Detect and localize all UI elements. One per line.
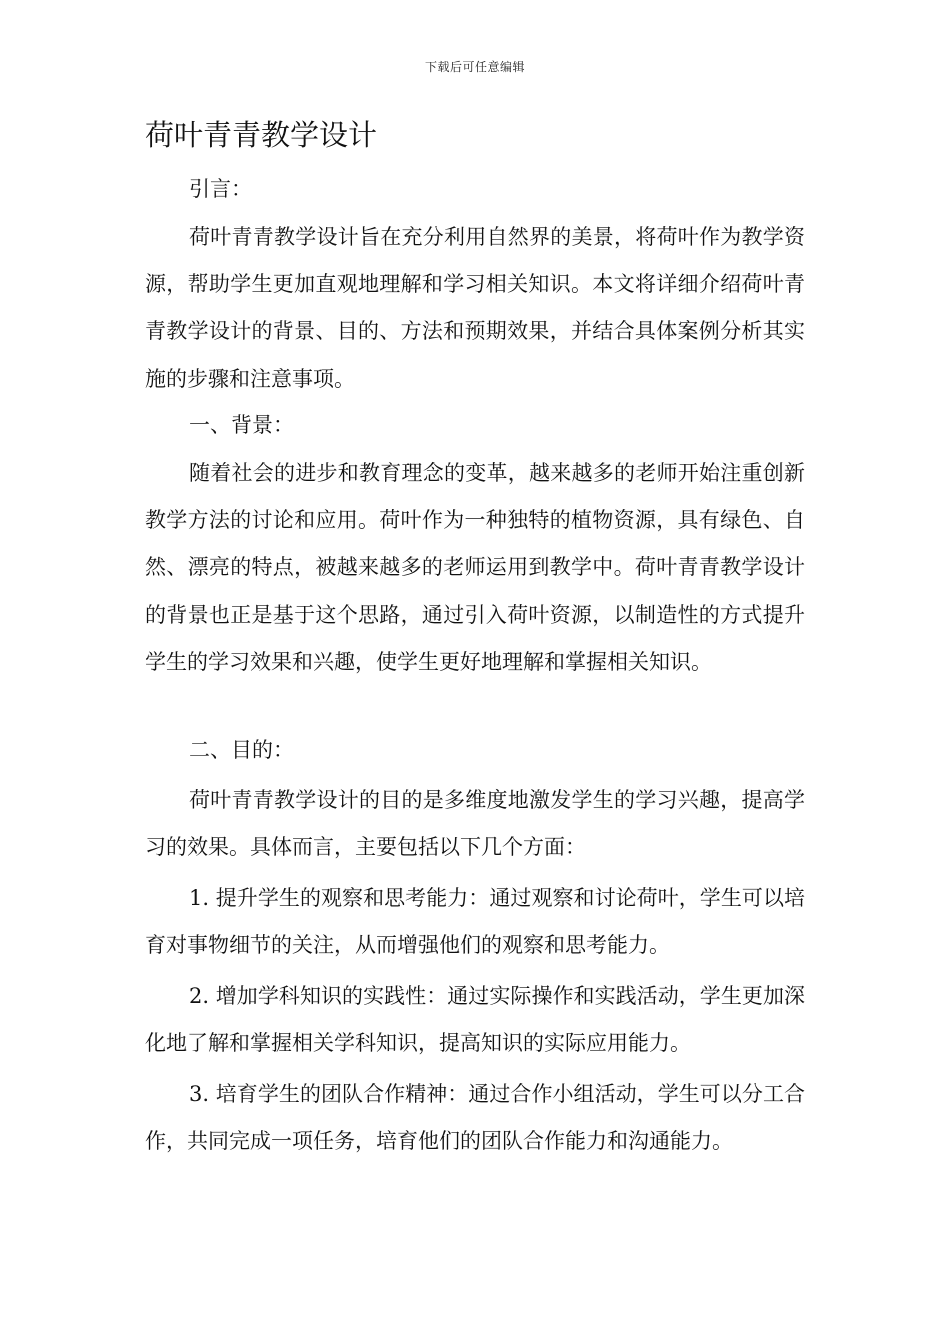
list-item: 2. 增加学科知识的实践性：通过实际操作和实践活动，学生更加深化地了解和掌握相关学科知识，提高知识的实际应用能力。 — [145, 984, 805, 1056]
intro-paragraph: 荷叶青青教学设计旨在充分利用自然界的美景，将荷叶作为教学资源，帮助学生更加直观地理解和学习相关知识。本文将详细介绍荷叶青青教学设计的背景、目的、方法和预期效果，并结合具体案例分析其实施的步骤和注意事项。 — [145, 225, 805, 391]
purpose-paragraph: 荷叶青青教学设计的目的是多维度地激发学生的学习兴趣，提高学习的效果。具体而言，主要包括以下几个方面： — [145, 788, 805, 860]
background-heading: 一、背景： — [189, 413, 294, 437]
intro-heading: 引言： — [189, 177, 252, 201]
background-paragraph: 随着社会的进步和教育理念的变革，越来越多的老师开始注重创新教学方法的讨论和应用。荷叶作为一种独特的植物资源，具有绿色、自然、漂亮的特点，被越来越多的老师运用到教学中。荷叶青青教学设计的背景也正是基于这个思路，通过引入荷叶资源，以制造性的方式提升学生的学习效果和兴趣，使学生更好地理解和掌握相关知识。 — [145, 461, 805, 674]
purpose-heading: 二、目的： — [189, 738, 294, 762]
page-header: 下载后可任意编辑 — [424, 60, 525, 74]
list-item: 1. 提升学生的观察和思考能力：通过观察和讨论荷叶，学生可以培育对事物细节的关注，从而增强他们的观察和思考能力。 — [145, 886, 805, 958]
document-title: 荷叶青青教学设计 — [145, 118, 378, 152]
list-item: 3. 培育学生的团队合作精神：通过合作小组活动，学生可以分工合作，共同完成一项任务，培育他们的团队合作能力和沟通能力。 — [145, 1082, 805, 1154]
